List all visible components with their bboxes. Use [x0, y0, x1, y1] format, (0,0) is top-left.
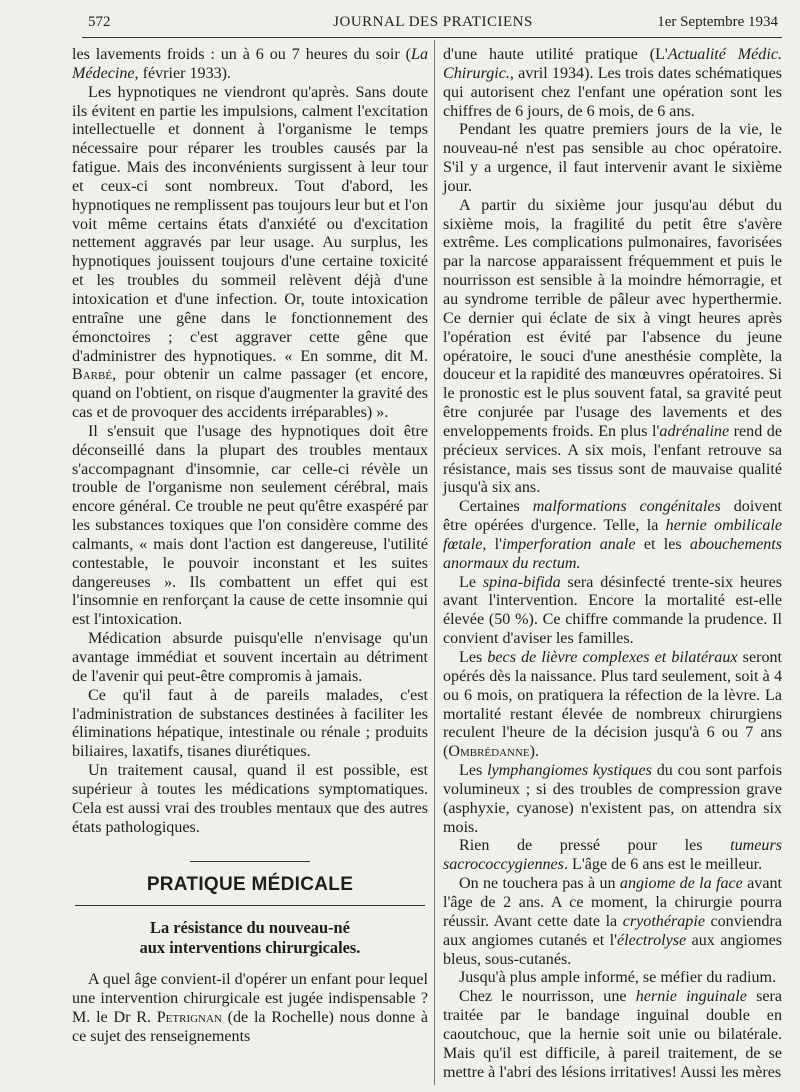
paragraph: d'une haute utilité pratique (L'Actualité Médic. Chirurgic., avril 1934). Les trois dates schématiques qui autorisent chez l'enfant une opération sont les chiffres de 6 jours, de 6 mois, de 6 ans.: [443, 46, 782, 120]
paragraph: Les lymphangiomes kystiques du cou sont parfois volumineux ; si des troubles de compression grave (asphyxie, cyanose) n'existent pas, on attendra six mois.: [443, 762, 782, 836]
paragraph: les lavements froids : un à 6 ou 7 heures du soir (La Médecine, février 1933).: [72, 46, 428, 82]
section-heading: PRATIQUE MÉDICALE: [146, 874, 354, 896]
paragraph: Jusqu'à plus ample informé, se méfier du radium.: [459, 969, 777, 987]
paragraph: Médication absurde puisqu'elle n'envisage qu'un avantage immédiat et souvent incertain au détriment de l'avenir qui peut-être compromis à jamais.: [72, 630, 428, 685]
right-column: [443, 46, 782, 1082]
article-title: La résistance du nouveau-né aux interventions chirurgicales.: [139, 918, 361, 957]
paragraph: Ce qu'il faut à de pareils malades, c'est l'administration de substances destinées à faciliter les éliminations hépatique, intestinale ou rénale ; produits biliaires, laxatifs, tisanes diurétiques.: [72, 686, 428, 761]
paragraph: Un traitement causal, quand il est possible, est supérieur à toutes les médications symptomatiques. Cela est aussi vrai des troubles mentaux que des autres états pathologiques.: [72, 762, 428, 836]
paragraph: Rien de pressé pour les tumeurs sacrococcygiennes. L'âge de 6 ans est le meilleur.: [443, 837, 782, 874]
section-separator: [190, 861, 310, 862]
paragraph: Le spina-bifida sera désinfecté trente-six heures avant l'intervention. Encore la mortalité est-elle élevée (50 %). Ce chiffre commande la prudence. Il convient d'aviser les familles.: [443, 573, 783, 648]
paragraph: Les hypnotiques ne viendront qu'après. Sans doute ils évitent en partie les impulsions, calment l'excitation intellectuelle et donnent à l'organisme le temps nécessaire pour réparer les troubles causés par la fatigue. Mais des inconvénients surgissent à leur tour et ceux-ci sont nombreux. Tout d'abord, les hypnotiques ne remplissent pas toujours leur but et l'on voit même certains états d'anxiété ou d'excitation nettement aggravés par leur usage. Au surplus, les hypnotiques jouissent toujours d'une certaine toxicité et les troubles du sommeil relèvent déjà d'une intoxication et d'une infection. Or, toute intoxication entraîne une gêne dans le fonctionnement des émonctoires ; c'est aggraver cette gêne que d'administrer des hypnotiques. « En somme, dit M. Barbé, pour obtenir un calme passager (et encore, quand on l'obtient, on risque d'augmenter la gravité des cas et de provoquer des accidents irréparables) ».: [72, 83, 428, 422]
journal-title: JOURNAL DES PRATICIENS: [333, 14, 533, 30]
paragraph: Les becs de lièvre complexes et bilatéraux seront opérés dès la naissance. Plus tard seulement, soit à 4 ou 6 mois, on pratiquera la réfection de la lèvre. La mortalité restant élevée de nombreux chirurgiens reculent l'heure de la décision jusqu'à 6 ou 7 ans (Ombrédanne).: [443, 649, 783, 761]
paragraph: Pendant les quatre premiers jours de la vie, le nouveau-né n'est pas sensible au choc opératoire. S'il y a urgence, il faut intervenir avant le sixième jour.: [443, 121, 782, 195]
left-column: [72, 46, 428, 1047]
running-header: [88, 14, 778, 38]
heading-rule: [75, 905, 425, 906]
paragraph: Chez le nourrisson, une hernie inguinale sera traitée par le bandage inguinal double en caoutchouc, que la hernie soit unie ou bilatérale. Mais qu'il est difficile, à pareil traitement, de se mettre à l'abri des lésions irritatives! Aussi les mères: [443, 988, 782, 1081]
paragraph: A partir du sixième jour jusqu'au début du sixième mois, la fragilité du petit être s'avère extrême. Les complications pulmonaires, favorisées par la narcose apparaissent fréquemment et puis le nourrisson est sensible à la moindre hémorragie, et au syndrome terrible de pâleur avec hyperthermie. Ce dernier qui éclate de six à vingt heures après l'opération est évité par l'absence du jeune opératoire, le souci d'une anesthésie complète, la douceur et la rapidité des manœuvres opératoires. Si le pronostic est le plus souvent fatal, sa gravité peut être conjurée par l'usage des lavements et des enveloppements froids. En plus l'adrénaline rend de précieux services. A six mois, l'enfant retrouve sa résistance, mais ses tissus sont de mauvaise qualité jusqu'à six ans.: [443, 196, 782, 497]
paragraph: On ne touchera pas à un angiome de la face avant l'âge de 2 ans. A ce moment, la chirurgie pourra réussir. Avant cette date la cryothérapie conviendra aux angiomes cutanés et l'électrolyse aux angiomes bleus, sous-cutanés.: [443, 875, 783, 968]
paragraph: Certaines malformations congénitales doivent être opérées d'urgence. Telle, la hernie ombilicale fœtale, l'imperforation anale et les abouchements anormaux du rectum.: [443, 498, 782, 572]
issue-date: 1er Septembre 1934: [657, 14, 778, 30]
header-rule: [82, 37, 782, 38]
paragraph: Il s'ensuit que l'usage des hypnotiques doit être déconseillé dans la plupart des troubles mentaux s'accompagnant d'insomnie, car celle-ci révèle un trouble de l'organisme non seulement cérébral, mais encore général. Ce trouble ne peut qu'être exaspéré par les substances toxiques que l'on considère comme des calmants, « mais dont l'action est dangereuse, l'utilité contestable, le pouvoir inconstant et les suites dangereuses ». Ils combattent un effet qui est l'insomnie en renforçant la cause de cette insomnie qui est l'intoxication.: [72, 422, 428, 629]
paragraph: A quel âge convient-il d'opérer un enfant pour lequel une intervention chirurgicale est jugée indispensable ? M. le Dr R. Petrignan (de la Rochelle) nous donne à ce sujet des renseignements: [72, 971, 429, 1045]
column-divider: [434, 40, 435, 1085]
page-number: 572: [88, 14, 111, 30]
